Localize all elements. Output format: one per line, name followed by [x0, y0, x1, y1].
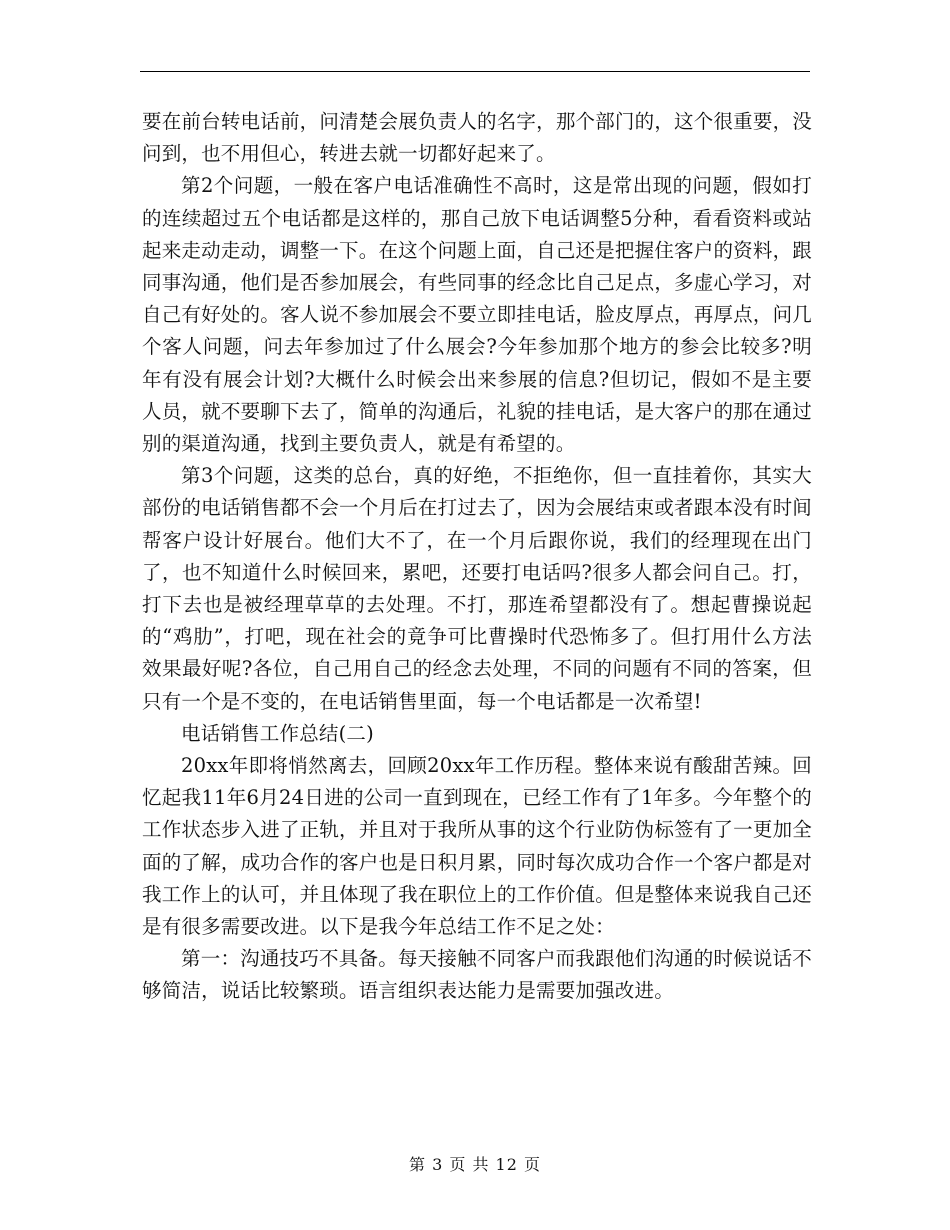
section-heading: 电话销售工作总结(二)	[181, 721, 374, 745]
paragraph-2: 第2个问题，一般在客户电话准确性不高时，这是常出现的问题，假如打的连续超过五个电话都是这样的，那自己放下电话调整5分种，看看资料或站起来走动走动，调整一下。在这个问题上面，自己还是把握住客户的资料，跟同事沟通，他们是否参加展会，有些同事的经念比自己足点，多虚心学习，对自己有好处的。客人说不参加展会不要立即挂电话，脸皮厚点，再厚点，问几个客人问题，问去年参加过了什么展会?今年参加那个地方的参会比较多?明年有没有展会计划?大概什么时候会出来参展的信息?但切记，假如不是主要人员，就不要聊下去了，简单的沟通后，礼貌的挂电话，是大客户的那在通过别的渠道沟通，找到主要负责人，就是有希望的。	[142, 174, 812, 456]
paragraph-3: 第3个问题，这类的总台，真的好绝，不拒绝你，但一直挂着你，其实大部份的电话销售都不会一个月后在打过去了，因为会展结束或者跟本没有时间帮客户设计好展台。他们大不了，在一个月后跟你说，我们的经理现在出门了，也不知道什么时候回来，累吧，还要打电话吗?很多人都会问自己。打，打下去也是被经理草草的去处理。不打，那连希望都没有了。想起曹操说起的“鸡肋”，打吧，现在社会的竟争可比曹操时代恐怖多了。但打用什么方法效果最好呢?各位，自己用自己的经念去处理，不同的问题有不同的答案，但只有一个是不变的，在电话销售里面，每一个电话都是一次希望!	[142, 464, 812, 713]
paragraph-5: 20xx年即将悄然离去，回顾20xx年工作历程。整体来说有酸甜苦辣。回忆起我11年6月24日进的公司一直到现在，已经工作有了1年多。今年整个的工作状态步入进了正轨，并且对于我所从事的这个行业防伪标签有了一更加全面的了解，成功合作的客户也是日积月累，同时每次成功合作一个客户都是对我工作上的认可，并且体现了我在职位上的工作价值。但是整体来说我自己还是有很多需要改进。以下是我今年总结工作不足之处：	[142, 754, 812, 939]
page-number: 第 3 页 共 12 页	[409, 1155, 541, 1174]
paragraph-6: 第一：沟通技巧不具备。每天接触不同客户而我跟他们沟通的时候说话不够简洁，说话比较繁琐。语言组织表达能力是需要加强改进。	[142, 947, 812, 1003]
header-rule	[140, 71, 810, 72]
paragraph-1: 要在前台转电话前，问清楚会展负责人的名字，那个部门的，这个很重要，没问到，也不用但心，转进去就一切都好起来了。	[142, 110, 812, 166]
document-body	[142, 106, 812, 1008]
